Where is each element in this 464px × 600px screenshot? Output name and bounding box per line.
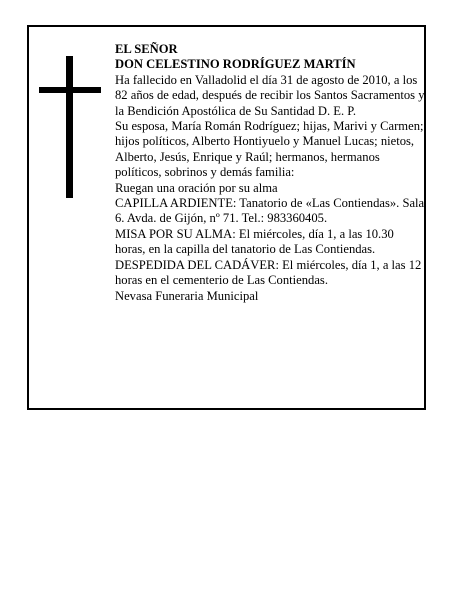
title-line-1: EL SEÑOR: [115, 42, 178, 56]
obituary-text: [115, 42, 427, 304]
mass-info: MISA POR SU ALMA: El miércoles, día 1, a las 10.30 horas, en la capilla del tanatorio de Las Contiendas.: [115, 226, 394, 257]
cross-vertical-bar: [66, 56, 73, 198]
death-announcement: Ha fallecido en Valladolid el día 31 de agosto de 2010, a los 82 años de edad, después de recibir los Santos Sacramentos y la Bendición Apostólica de Su Santidad D. E. P.: [115, 72, 425, 118]
farewell-info: DESPEDIDA DEL CADÁVER: El miércoles, día 1, a las 12 horas en el cementerio de Las Contiendas.: [115, 257, 422, 288]
prayer-request: Ruegan una oración por su alma: [115, 180, 278, 195]
obituary-notice: [27, 25, 426, 410]
cross-icon: [39, 56, 101, 198]
chapel-info: CAPILLA ARDIENTE: Tanatorio de «Las Contiendas». Sala 6. Avda. de Gijón, nº 71. Tel.: 983360405.: [115, 196, 425, 226]
deceased-name: DON CELESTINO RODRÍGUEZ MARTÍN: [115, 57, 356, 72]
family-list: Su esposa, María Román Rodríguez; hijas, Marivi y Carmen; hijos políticos, Alberto Hontiyuelo y Manuel Lucas; nietos, Alberto, Jesús, Enrique y Raúl; hermanos, hermanos políticos, sobrinos y demás familia:: [115, 119, 424, 180]
cross-horizontal-bar: [39, 87, 101, 93]
funeral-home: Nevasa Funeraria Municipal: [115, 288, 259, 303]
